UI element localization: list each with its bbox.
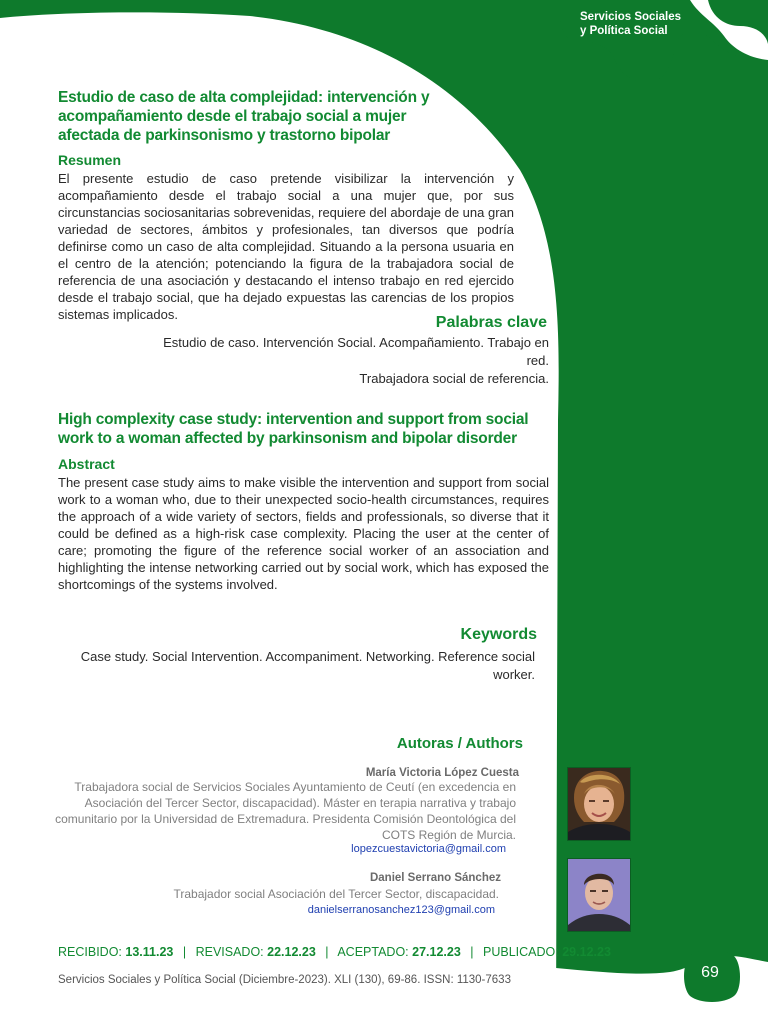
journal-name-line: y Política Social xyxy=(580,25,668,37)
authors-heading: Autoras / Authors xyxy=(396,735,523,752)
title-line: afectada de parkinsonismo y trastorno bipolar xyxy=(58,127,391,144)
title-line: Estudio de caso de alta complejidad: intervención y xyxy=(58,89,430,106)
date-separator: | xyxy=(470,945,474,959)
recibido-date: 13.11.23 xyxy=(125,945,174,959)
bio-line: comunitario por la Universidad de Extremadura. Presidenta Comisión Deontológica del xyxy=(55,812,516,826)
author-bio xyxy=(40,779,516,843)
author-email-link[interactable]: lopezcuestavictoria@gmail.com xyxy=(351,843,506,855)
publicado-label: PUBLICADO: xyxy=(483,945,559,959)
author-photo-maria xyxy=(567,767,631,841)
author-name: Daniel Serrano Sánchez xyxy=(369,872,501,884)
recibido-label: RECIBIDO: xyxy=(58,945,122,959)
journal-name-line: Servicios Sociales xyxy=(580,11,682,23)
page-number: 69 xyxy=(701,964,719,981)
abstract-text: The present case study aims to make visible the intervention and support from social work to a woman who, due to their unexpected socio-health circumstances, requires the approach of a wide variety of sectors, fields and professionals, so diverse that it could be defined as a high-risk case complexity. Placing the user at the center of care; promoting the figure of the reference social worker of an association and highlighting the intense networking carried out by social work, which has exposed the shortcomings of the systems involved. xyxy=(58,475,549,592)
title-line: work to a woman affected by parkinsonism and bipolar disorder xyxy=(58,430,517,447)
citation-footer: Servicios Sociales y Política Social (Diciembre-2023). XLI (130), 69-86. ISSN: 1130-7633 xyxy=(58,974,511,986)
submission-dates xyxy=(58,945,611,959)
journal-name xyxy=(580,10,681,38)
author-photo-daniel xyxy=(567,858,631,932)
resumen-heading: Resumen xyxy=(58,152,122,168)
spanish-title xyxy=(58,88,429,145)
palabras-clave-text xyxy=(140,334,549,388)
english-title xyxy=(58,410,528,448)
portrait-image xyxy=(568,859,630,931)
publicado-date: 29.12.23 xyxy=(562,945,611,959)
author-email-link[interactable]: danielserranosanchez123@gmail.com xyxy=(307,904,495,916)
keyword-line: Trabajadora social de referencia. xyxy=(359,371,549,386)
bio-line: Trabajador social Asociación del Tercer Sector, discapacidad. xyxy=(173,887,499,901)
portrait-image xyxy=(568,768,630,840)
revisado-date: 22.12.23 xyxy=(267,945,316,959)
revisado-label: REVISADO: xyxy=(195,945,264,959)
keywords-heading: Keywords xyxy=(460,626,537,643)
bio-line: Asociación del Tercer Sector, discapacidad). Máster en terapia narrativa y trabajo xyxy=(84,796,516,810)
resumen-text: El presente estudio de caso pretende visibilizar la intervención y acompañamiento desde el trabajo social a una mujer que, por sus circunstancias sociosanitarias sobrevenidas, requiere del abordaje de una gran variedad de sectores, ámbitos y profesionales, tan diversos que podría definirse como un caso de alta complejidad. Situando a la persona usuaria en el centro de la atención; potenciando la figura de la trabajadora social de referencia de una asociación y destacando el intenso trabajo en red ejercido desde el trabajo social, que ha dejado expuestas las carencias de los propios sistemas implicados. xyxy=(58,171,514,322)
date-separator: | xyxy=(182,945,187,959)
palabras-clave-heading: Palabras clave xyxy=(435,314,547,331)
date-separator: | xyxy=(325,945,329,959)
bio-line: Trabajadora social de Servicios Sociales Ayuntamiento de Ceutí (en excedencia en xyxy=(74,780,516,794)
title-line: acompañamiento desde el trabajo social a mujer xyxy=(58,108,407,125)
title-line: High complexity case study: intervention and support from social xyxy=(58,411,529,428)
keyword-line: Estudio de caso. Intervención Social. Acompañamiento. Trabajo en red. xyxy=(163,335,549,368)
bio-line: COTS Región de Murcia. xyxy=(381,828,516,842)
aceptado-label: ACEPTADO: xyxy=(337,945,409,959)
abstract-heading: Abstract xyxy=(58,456,115,472)
aceptado-date: 27.12.23 xyxy=(412,945,461,959)
keywords-text: Case study. Social Intervention. Accompaniment. Networking. Reference social worker. xyxy=(80,649,535,682)
author-bio xyxy=(100,886,499,902)
author-name: María Victoria López Cuesta xyxy=(365,767,519,779)
